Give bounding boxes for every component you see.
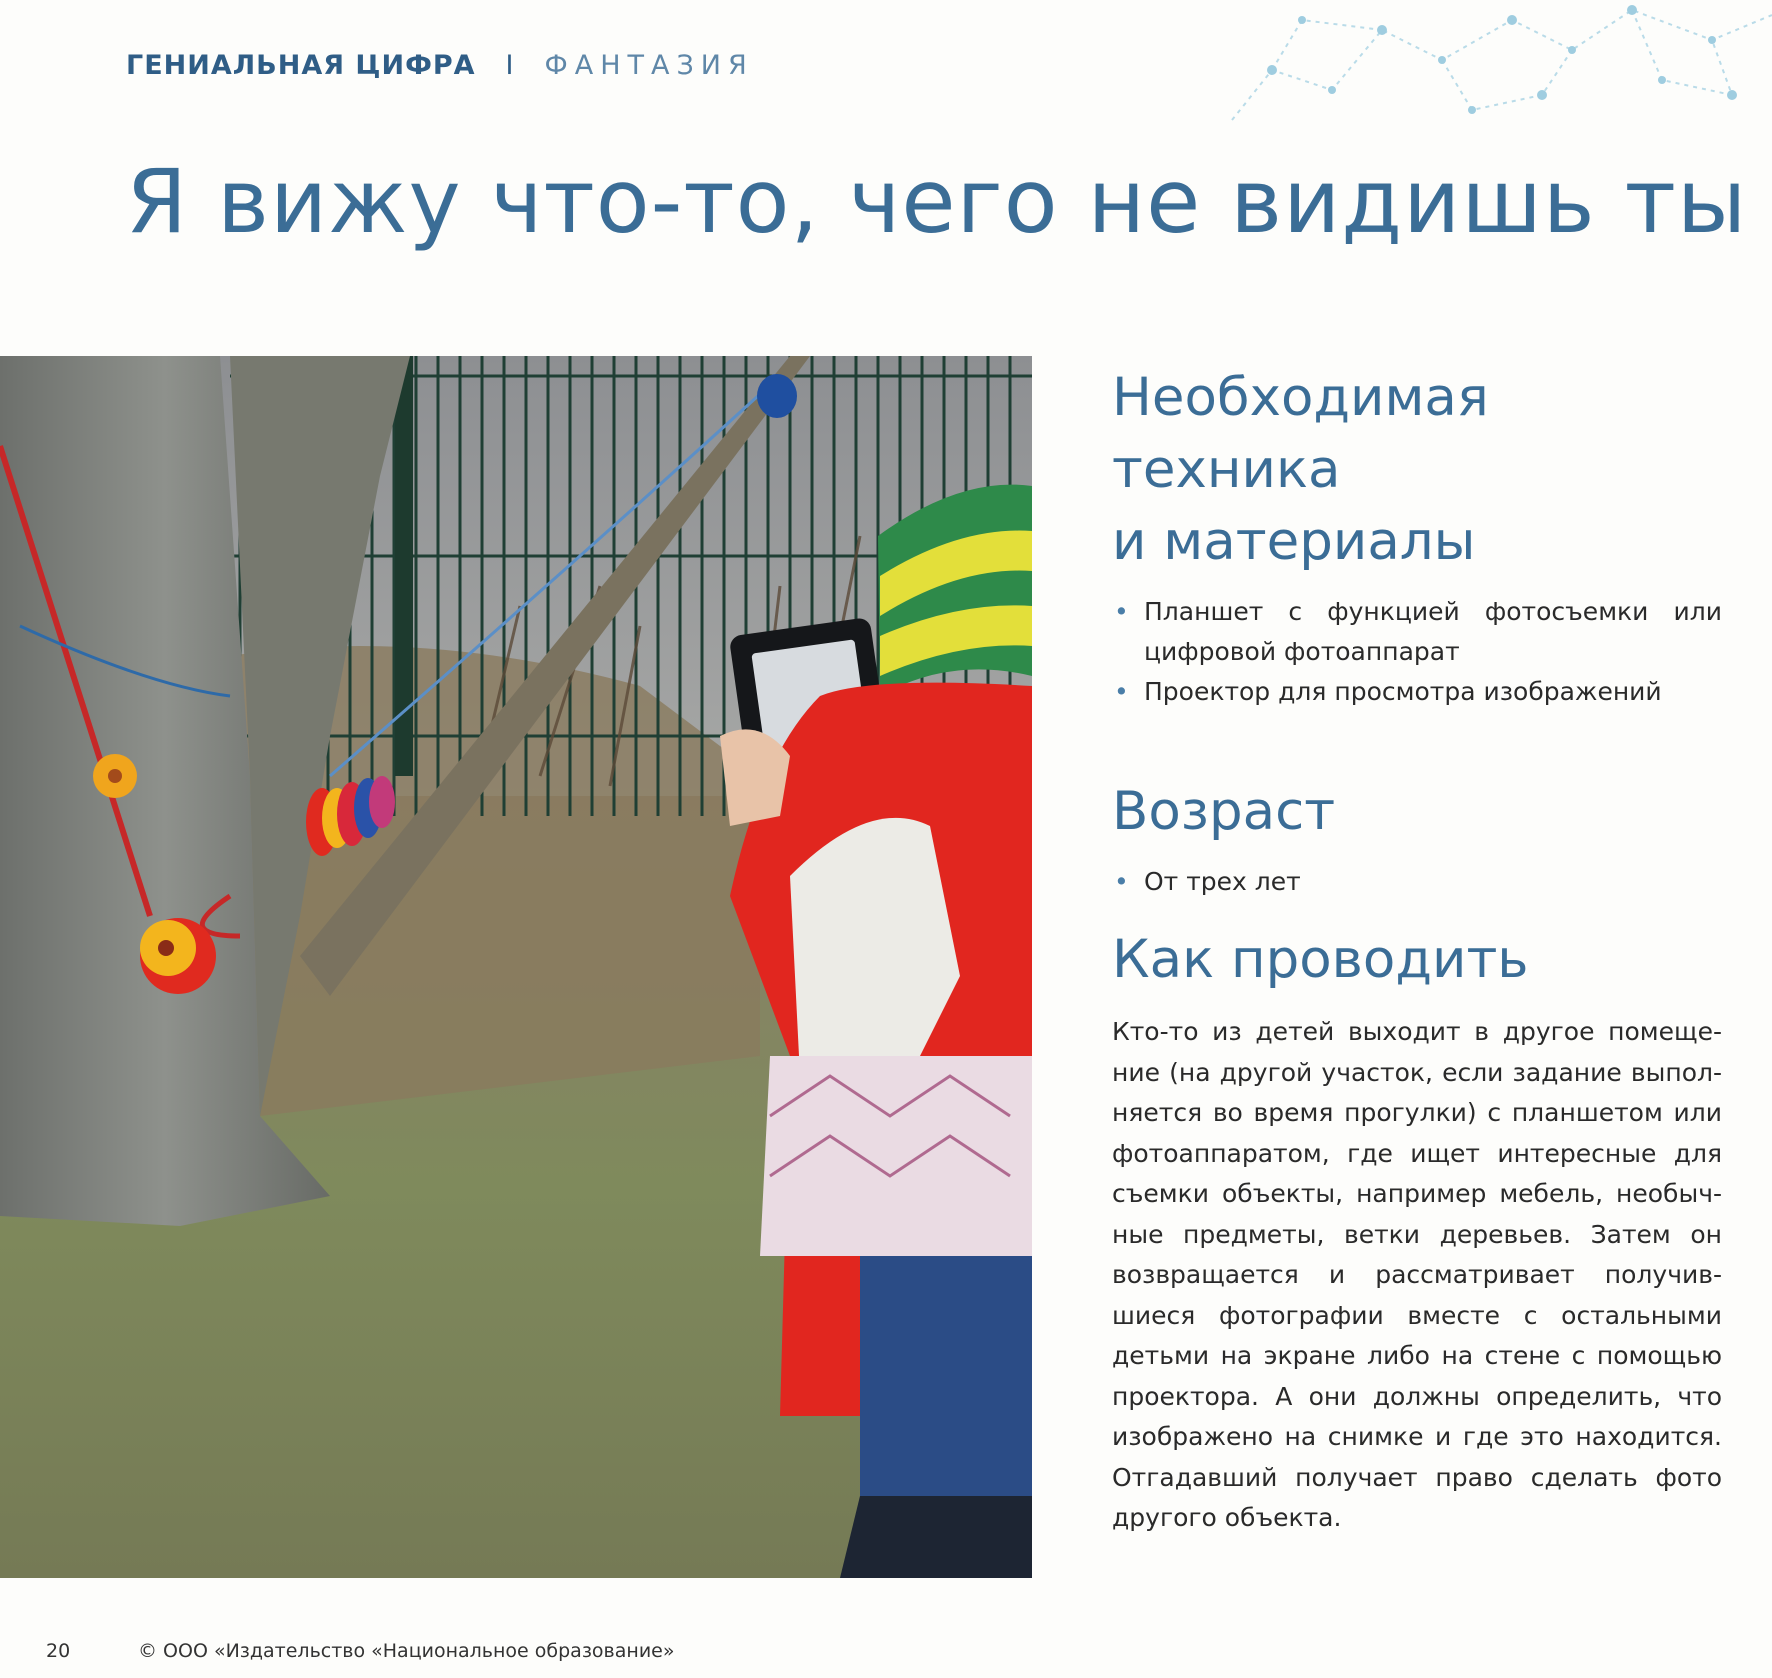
how-text: Кто-то из детей выходит в другое помещение (на другой участок, если задание выполняется во время прогулки) с планшетом или фотоаппаратом, где ищет интересные для съемки объекты, например мебель, необычные предметы, ветки деревьев. Затем он возвращается и рассматривает получившиеся фотографии вместе с остальными детьми на экране либо на стене с помощью проектора. А они должны определить, что изображено на снимке и где это находится. Отгадавший получает право сделать фото другого объекта. (1112, 1017, 1722, 1532)
content-column (1112, 362, 1722, 1539)
age-heading: Возраст (1112, 781, 1336, 842)
page-number: 20 (46, 1640, 71, 1662)
decorative-network-pattern (1212, 0, 1772, 140)
running-header (126, 50, 754, 81)
copyright-notice: © ООО «Издательство «Национальное образование» (138, 1640, 675, 1662)
list-item: • От трех лет (1112, 862, 1722, 902)
photo-child-with-tablet (0, 356, 1032, 1578)
age-list (1112, 862, 1722, 902)
list-item: • Планшет с функцией фотосъемки или цифровой фотоаппарат (1112, 592, 1722, 672)
materials-heading (1112, 362, 1722, 578)
materials-list (1112, 592, 1722, 712)
page-title: Я вижу что-то, чего не видишь ты (126, 150, 1748, 253)
list-item: • Проектор для просмотра изображений (1112, 672, 1722, 712)
section-label: ГЕНИАЛЬНАЯ ЦИФРА (126, 50, 476, 81)
materials-heading-line1: Необходимая техника (1112, 367, 1489, 500)
header-separator: I (505, 50, 515, 81)
materials-heading-line2: и материалы (1112, 511, 1476, 572)
topic-label: ФАНТАЗИЯ (544, 50, 754, 81)
how-heading: Как проводить (1112, 929, 1529, 990)
